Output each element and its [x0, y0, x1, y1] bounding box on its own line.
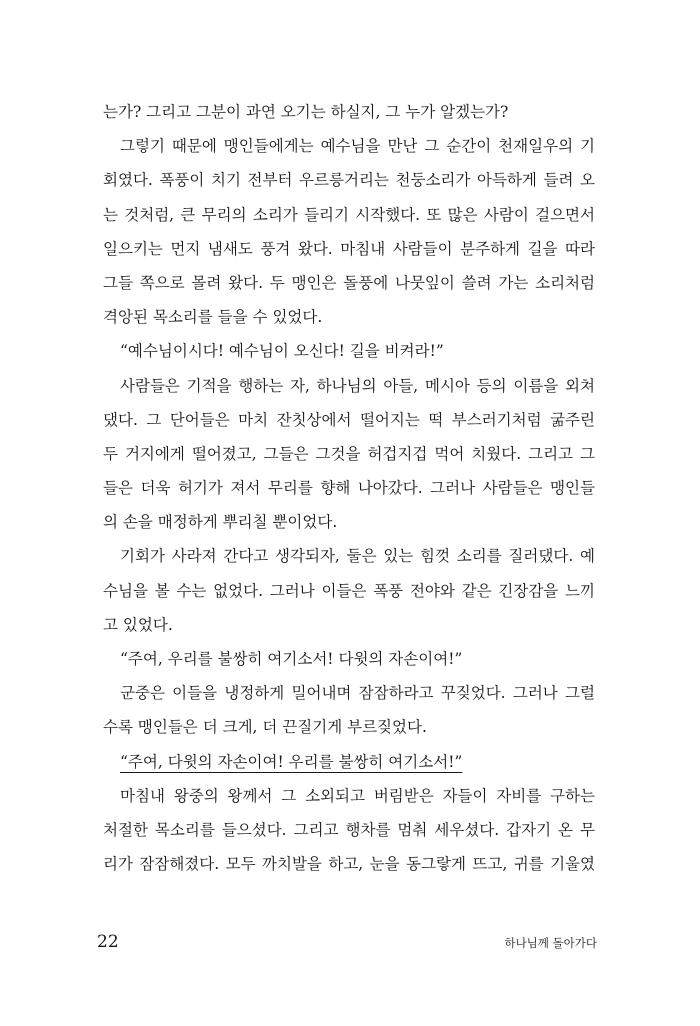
- text-line: [103, 710, 595, 744]
- text-line: [103, 95, 595, 129]
- running-title: 하나님께 돌아가다: [504, 936, 597, 950]
- text-line-content: 고 있었다.: [103, 615, 173, 634]
- text-line-content: 리가 잠잠해졌다. 모두 까치발을 하고, 눈을 동그랗게 뜨고, 귀를 기울였: [103, 855, 595, 874]
- text-line: [103, 471, 595, 505]
- text-line: [103, 779, 595, 813]
- text-line-content: 의 손을 매정하게 뿌리칠 뿐이었다.: [103, 513, 338, 532]
- page-number: 22: [97, 932, 119, 952]
- text-line: [103, 813, 595, 847]
- text-line: [103, 334, 595, 368]
- text-line: [103, 437, 595, 471]
- text-line: [103, 403, 595, 437]
- text-line: [103, 163, 595, 197]
- text-line-content: 는가? 그리고 그분이 과연 오기는 하실지, 그 누가 알겠는가?: [103, 103, 509, 121]
- text-line: [103, 232, 595, 266]
- text-line: [103, 539, 595, 573]
- text-line-content: “주여, 우리를 불쌍히 여기소서! 다윗의 자손이여!”: [120, 650, 463, 668]
- text-line-content: 격앙된 목소리를 들을 수 있었다.: [103, 308, 323, 327]
- text-line-content: 두 거지에게 떨어졌고, 그들은 그것을 허겁지겁 먹어 치웠다. 그리고 그: [103, 444, 595, 463]
- text-line-content: 기회가 사라져 간다고 생각되자, 둘은 있는 힘껏 소리를 질러댔다. 예: [120, 547, 595, 566]
- text-line: [103, 198, 595, 232]
- text-line-content: 는 것처럼, 큰 무리의 소리가 들리기 시작했다. 또 많은 사람이 걸으면서: [103, 205, 595, 224]
- text-line: [103, 847, 595, 881]
- text-line: [103, 266, 595, 300]
- text-line-content: 처절한 목소리를 들으셨다. 그리고 행차를 멈춰 세우셨다. 갑자기 온 무: [103, 820, 595, 839]
- text-line-content: 댔다. 그 단어들은 마치 잔칫상에서 떨어지는 떡 부스러기처럼 굶주린: [103, 410, 595, 429]
- text-line-content: 수님을 볼 수는 없었다. 그러나 이들은 폭풍 전야와 같은 긴장감을 느끼: [103, 581, 595, 600]
- text-line-content: “주여, 다윗의 자손이여! 우리를 불쌍히 여기소서!”: [120, 752, 463, 771]
- text-line-content: 들은 더욱 허기가 져서 무리를 향해 나아갔다. 그러나 사람들은 맹인들: [103, 479, 595, 498]
- text-line: [103, 642, 595, 676]
- text-line-content: 마침내 왕중의 왕께서 그 소외되고 버림받은 자들이 자비를 구하는: [120, 786, 595, 805]
- text-line: [103, 574, 595, 608]
- text-line: [103, 300, 595, 334]
- text-line-content: 사람들은 기적을 행하는 자, 하나님의 아들, 메시아 등의 이름을 외쳐: [120, 376, 595, 395]
- text-line: [103, 369, 595, 403]
- body-text: [103, 95, 595, 881]
- text-line: [103, 608, 595, 642]
- text-line-content: 일으키는 먼지 냄새도 풍겨 왔다. 마침내 사람들이 분주하게 길을 따라: [103, 239, 595, 258]
- text-line: [103, 129, 595, 163]
- text-line-content: 그렇기 때문에 맹인들에게는 예수님을 만난 그 순간이 천재일우의 기: [120, 137, 595, 156]
- text-line: [103, 676, 595, 710]
- text-line-content: 군중은 이들을 냉정하게 밀어내며 잠잠하라고 꾸짖었다. 그러나 그럴: [120, 684, 595, 703]
- text-line-content: 그들 쪽으로 몰려 왔다. 두 맹인은 돌풍에 나뭇잎이 쓸려 가는 소리처럼: [103, 273, 595, 292]
- text-line: [103, 745, 595, 779]
- text-line: [103, 505, 595, 539]
- page-footer: [97, 930, 597, 954]
- text-line-content: “예수님이시다! 예수님이 오신다! 길을 비켜라!”: [120, 342, 444, 361]
- text-line-content: 회였다. 폭풍이 치기 전부터 우르릉거리는 천둥소리가 아득하게 들려 오: [103, 171, 595, 190]
- text-line-content: 수록 맹인들은 더 크게, 더 끈질기게 부르짖었다.: [103, 718, 427, 737]
